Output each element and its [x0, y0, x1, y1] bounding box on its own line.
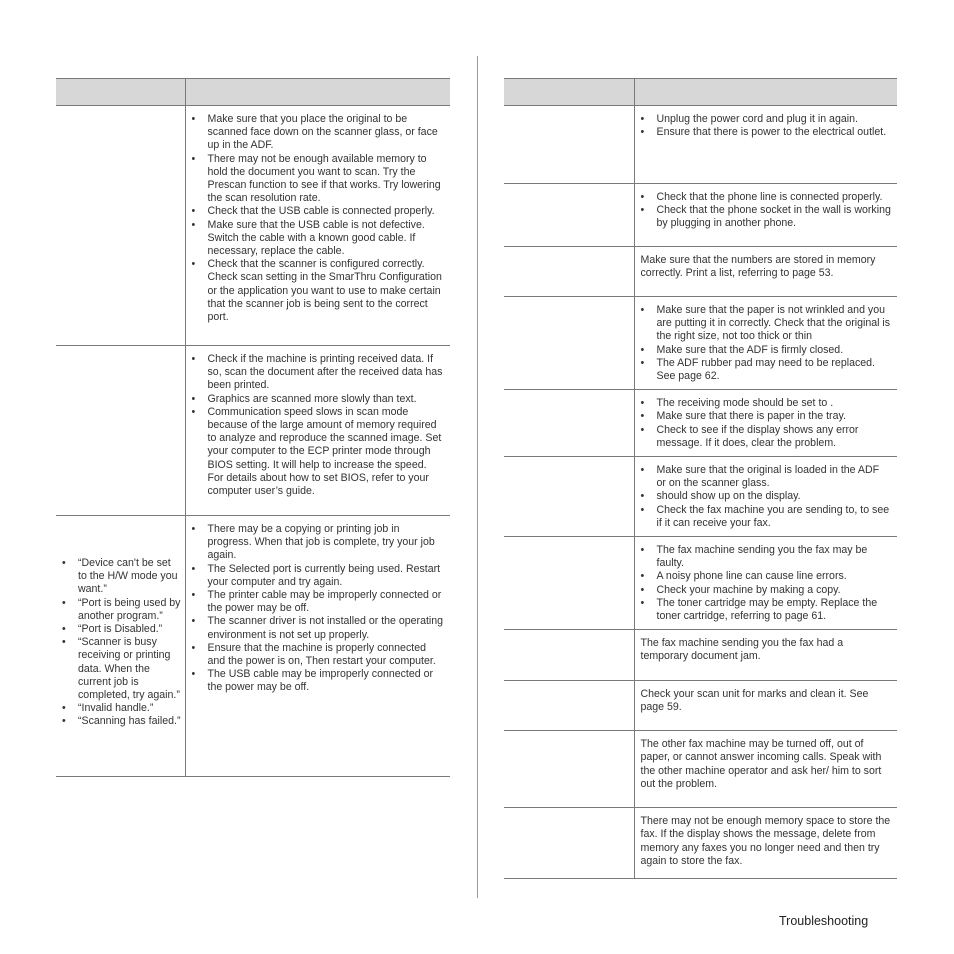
header-solution [185, 79, 450, 106]
solution-cell [634, 457, 897, 537]
right-troubleshooting-table [504, 78, 897, 879]
table-header-row [504, 79, 897, 106]
list-item: • “Port is being used by another program.” [78, 597, 181, 623]
list-item: • “Invalid handle.” [78, 702, 181, 715]
solution-text: Make sure that the numbers are stored in memory correctly. Print a list, referring to page 53. [640, 254, 876, 280]
solution-cell [634, 731, 897, 808]
solution-cell [634, 390, 897, 457]
list-item: • Check if the machine is printing received data. If so, scan the document after the received data has been printed. [208, 353, 445, 393]
condition-cell [504, 247, 634, 297]
table-row [504, 106, 897, 184]
condition-cell [56, 106, 185, 346]
solution-cell [634, 630, 897, 681]
list-item: • The receiving mode should be set to . [657, 397, 892, 410]
list-item: • The scanner driver is not installed or the operating environment is not set up properly. [208, 615, 445, 641]
bullet-list [635, 457, 898, 536]
bullet-list [635, 184, 898, 237]
left-troubleshooting-table [56, 78, 450, 777]
list-item: • “Scanner is busy receiving or printing data. When the current job is completed, try again.” [78, 636, 181, 702]
list-item: • There may not be enough available memory to hold the document you want to scan. Try the Prescan function to see if that works. Try lowering the scan resolution rate. [208, 153, 445, 206]
list-item: • Check the fax machine you are sending to, to see if it can receive your fax. [657, 504, 892, 530]
list-item: • Check that the phone socket in the wall is working by plugging in another phone. [657, 204, 892, 230]
bullet-list [186, 516, 451, 701]
list-item: • The toner cartridge may be empty. Replace the toner cartridge, referring to page 61. [657, 597, 892, 623]
condition-cell [504, 106, 634, 184]
list-item: • The printer cable may be improperly connected or the power may be off. [208, 589, 445, 615]
condition-cell [56, 346, 185, 516]
bullet-list [635, 106, 898, 145]
solution-cell [185, 106, 450, 346]
list-item: • The USB cable may be improperly connected or the power may be off. [208, 668, 445, 694]
solution-text: The other fax machine may be turned off, out of paper, or cannot answer incoming calls. Speak with the other machine operator and ask her/ him to sort out the problem. [640, 738, 882, 790]
column-divider [477, 56, 478, 898]
table-row [504, 457, 897, 537]
condition-cell [504, 537, 634, 630]
table-row [56, 516, 450, 777]
list-item: • A noisy phone line can cause line errors. [657, 570, 892, 583]
solution-cell [634, 297, 897, 390]
list-item: • The fax machine sending you the fax may be faulty. [657, 544, 892, 570]
table-row [504, 681, 897, 731]
list-item: • Ensure that there is power to the electrical outlet. [657, 126, 892, 139]
list-item: • “Device can't be set to the H/W mode you want.” [78, 557, 181, 597]
table-row [56, 106, 450, 346]
solution-cell [185, 516, 450, 777]
list-item: • Check that the phone line is connected properly. [657, 191, 892, 204]
solution-cell [185, 346, 450, 516]
footer-section-name: Troubleshooting [779, 914, 869, 928]
list-item: • Check that the USB cable is connected properly. [208, 205, 445, 218]
list-item: • Check your machine by making a copy. [657, 584, 892, 597]
table-row [504, 731, 897, 808]
condition-cell [504, 630, 634, 681]
solution-text: Check your scan unit for marks and clean it. See page 59. [640, 688, 869, 714]
bullet-list [186, 346, 451, 504]
solution-cell [634, 106, 897, 184]
table-row [504, 297, 897, 390]
solution-cell [634, 184, 897, 247]
header-condition [504, 79, 634, 106]
table-row [504, 630, 897, 681]
list-item: • Unplug the power cord and plug it in again. [657, 113, 892, 126]
solution-cell [634, 247, 897, 297]
table-row [504, 390, 897, 457]
list-item: • There may be a copying or printing job in progress. When that job is complete, try your job again. [208, 523, 445, 563]
list-item: • The ADF rubber pad may need to be replaced. See page 62. [657, 357, 892, 383]
list-item: • should show up on the display. [657, 490, 892, 503]
solution-text: There may not be enough memory space to store the fax. If the display shows the message, delete from memory any faxes you no longer need and then try again to store the fax. [640, 815, 891, 867]
condition-cell [504, 731, 634, 808]
condition-cell [504, 681, 634, 731]
list-item: • Communication speed slows in scan mode because of the large amount of memory required to analyze and reproduce the scanned image. Set your computer to the ECP printer mode through BIOS setting. It will help to increase the speed. For details about how to set BIOS, refer to your computer user’s guide. [208, 406, 445, 498]
list-item: • “Port is Disabled.” [78, 623, 181, 636]
table-row [504, 537, 897, 630]
table-row [504, 184, 897, 247]
table-row [504, 808, 897, 879]
list-item: • Check that the scanner is configured correctly. Check scan setting in the SmarThru Configuration or the application you want to use to make certain that the scanner job is being sent to the correct port. [208, 258, 445, 324]
list-item: • Make sure that there is paper in the tray. [657, 410, 892, 423]
solution-text: The fax machine sending you the fax had a temporary document jam. [640, 637, 844, 663]
bullet-list [186, 106, 451, 330]
list-item: • The Selected port is currently being used. Restart your computer and try again. [208, 563, 445, 589]
bullet-list [635, 390, 898, 456]
header-solution [634, 79, 897, 106]
condition-cell [504, 390, 634, 457]
condition-cell [504, 457, 634, 537]
list-item: • “Scanning has failed.” [78, 715, 181, 728]
header-condition [56, 79, 185, 106]
solution-cell [634, 537, 897, 630]
table-row [504, 247, 897, 297]
list-item: • Make sure that the USB cable is not defective. Switch the cable with a known good cable. If necessary, replace the cable. [208, 219, 445, 259]
condition-cell [504, 808, 634, 879]
condition-cell [504, 297, 634, 390]
solution-cell [634, 681, 897, 731]
bullet-list [56, 516, 185, 735]
table-row [56, 346, 450, 516]
list-item: • Graphics are scanned more slowly than text. [208, 393, 445, 406]
bullet-list [635, 537, 898, 629]
list-item: • Check to see if the display shows any error message. If it does, clear the problem. [657, 424, 892, 450]
bullet-list [635, 297, 898, 389]
list-item: • Make sure that the paper is not wrinkled and you are putting it in correctly. Check that the original is the right size, not too thick or thin [657, 304, 892, 344]
list-item: • Make sure that you place the original to be scanned face down on the scanner glass, or face up in the ADF. [208, 113, 445, 153]
condition-cell [504, 184, 634, 247]
list-item: • Ensure that the machine is properly connected and the power is on, Then restart your computer. [208, 642, 445, 668]
table-header-row [56, 79, 450, 106]
condition-cell [56, 516, 185, 777]
list-item: • Make sure that the original is loaded in the ADF or on the scanner glass. [657, 464, 892, 490]
list-item: • Make sure that the ADF is firmly closed. [657, 344, 892, 357]
solution-cell [634, 808, 897, 879]
